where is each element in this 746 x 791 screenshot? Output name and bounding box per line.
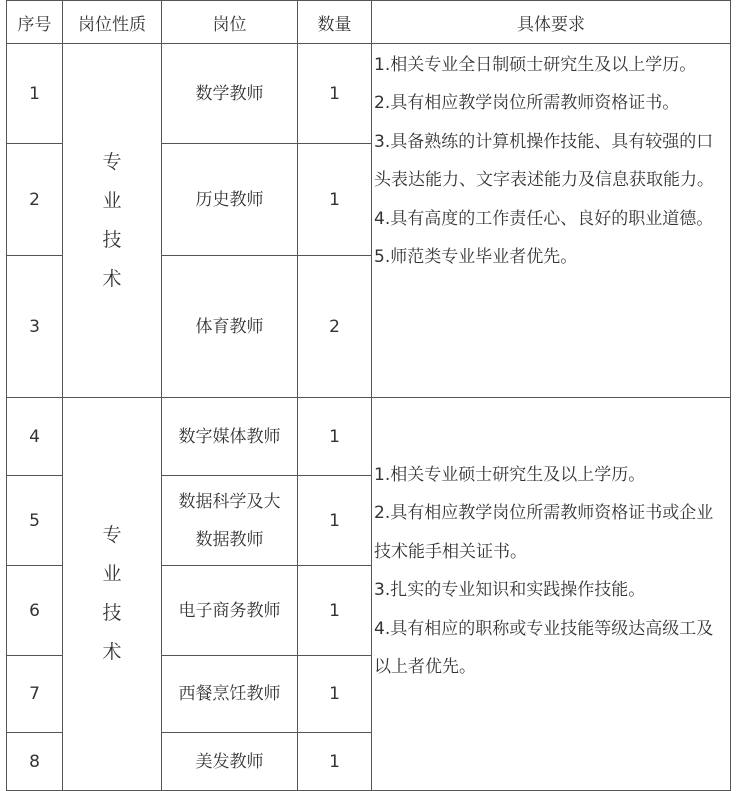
- requirement-item: 5.师范类专业毕业者优先。: [374, 247, 578, 268]
- seq-cell: 7: [7, 656, 63, 733]
- position-two-line: 数据科学及大 数据教师: [178, 491, 281, 550]
- nature-vertical-text: 专 业 技 术: [102, 524, 122, 663]
- requirement-item: 2.具有相应教学岗位所需教师资格证书。: [374, 93, 680, 114]
- header-count: 数量: [298, 1, 372, 44]
- requirement-item: 1.相关专业全日制硕士研究生及以上学历。: [374, 55, 697, 75]
- position-cell: 电子商务教师: [162, 566, 298, 656]
- seq-cell: 8: [7, 733, 63, 791]
- header-position: 岗位: [162, 1, 298, 44]
- requirements-cell-group1: [372, 44, 731, 398]
- header-row: [7, 1, 731, 44]
- seq-cell: 5: [7, 476, 63, 566]
- position-cell: 西餐烹饪教师: [162, 656, 298, 733]
- requirement-item: 2.具有相应教学岗位所需教师资格证书或企业技术能手相关证书。: [374, 503, 714, 562]
- nature-cell-group2: [63, 398, 162, 791]
- seq-cell: 6: [7, 566, 63, 656]
- count-cell: 1: [298, 144, 372, 256]
- header-nature: 岗位性质: [63, 1, 162, 44]
- requirement-item: 4.具有高度的工作责任心、良好的职业道德。: [374, 208, 714, 229]
- count-cell: 2: [298, 256, 372, 398]
- seq-cell: 3: [7, 256, 63, 398]
- header-requirements: 具体要求: [372, 1, 731, 44]
- requirement-item: 3.具备熟练的计算机操作技能、具有较强的口头表达能力、文字表述能力及信息获取能力。: [374, 131, 714, 191]
- requirement-item: 4.具有相应的职称或专业技能等级达高级工及以上者优先。: [374, 618, 714, 678]
- position-cell: 美发教师: [162, 733, 298, 791]
- requirements-cell-group2: [372, 398, 731, 791]
- count-cell: 1: [298, 398, 372, 476]
- table-row: [7, 398, 731, 476]
- position-cell: 历史教师: [162, 144, 298, 256]
- requirement-item: 3.扎实的专业知识和实践操作技能。: [374, 580, 646, 601]
- count-cell: 1: [298, 733, 372, 791]
- count-cell: 1: [298, 656, 372, 733]
- position-cell: [162, 476, 298, 566]
- recruitment-table: [6, 0, 731, 791]
- requirement-item: 1.相关专业硕士研究生及以上学历。: [374, 465, 646, 485]
- nature-cell-group1: [63, 44, 162, 398]
- position-cell: 数学教师: [162, 44, 298, 144]
- table-row: [7, 44, 731, 144]
- count-cell: 1: [298, 476, 372, 566]
- nature-vertical-text: 专 业 技 术: [102, 150, 122, 290]
- seq-cell: 1: [7, 44, 63, 144]
- seq-cell: 4: [7, 398, 63, 476]
- header-seq: 序号: [7, 1, 63, 44]
- seq-cell: 2: [7, 144, 63, 256]
- count-cell: 1: [298, 44, 372, 144]
- position-cell: 数字媒体教师: [162, 398, 298, 476]
- position-cell: 体育教师: [162, 256, 298, 398]
- count-cell: 1: [298, 566, 372, 656]
